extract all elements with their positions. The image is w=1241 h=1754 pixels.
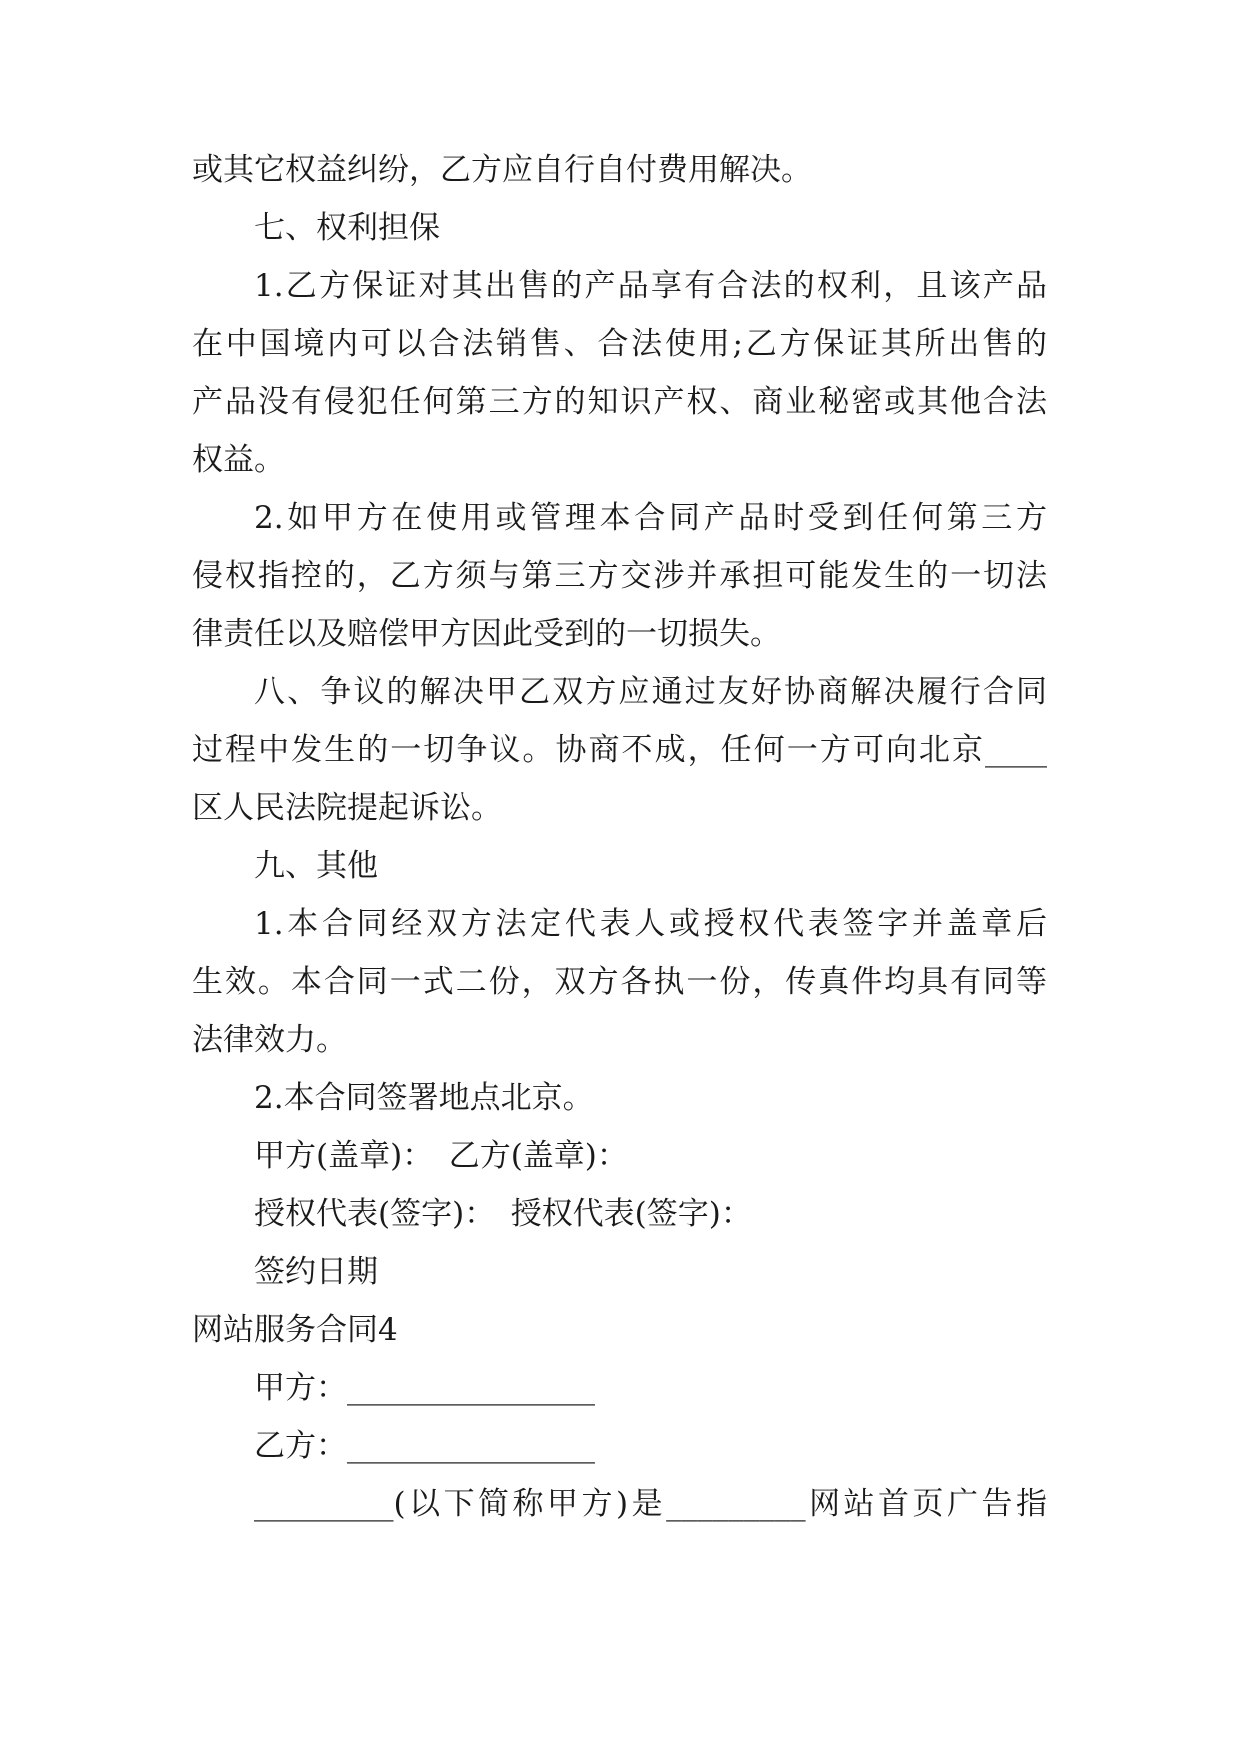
signature-line: 授权代表(签字)： 授权代表(签字)： bbox=[254, 1196, 752, 1232]
text-line: 1.乙方保证对其出售的产品享有合法的权利，且该产品 bbox=[254, 268, 1047, 304]
contract-title: 网站服务合同4 bbox=[192, 1312, 398, 1348]
signature-line: 甲方(盖章)： 乙方(盖章)： bbox=[254, 1138, 628, 1174]
text-line: 生效。本合同一式二份，双方各执一份，传真件均具有同等 bbox=[192, 964, 1047, 1000]
text-line: 在中国境内可以合法销售、合法使用;乙方保证其所出售的 bbox=[192, 326, 1047, 362]
text-line: 法律效力。 bbox=[192, 1022, 347, 1058]
section-heading: 七、权利担保 bbox=[254, 210, 440, 246]
text-line: 区人民法院提起诉讼。 bbox=[192, 790, 502, 826]
section-heading: 九、其他 bbox=[254, 848, 378, 884]
text-line: 或其它权益纠纷，乙方应自行自付费用解决。 bbox=[192, 152, 812, 188]
section-heading: 八、争议的解决甲乙双方应通过友好协商解决履行合同 bbox=[254, 674, 1047, 710]
party-b-field: 乙方：________________ bbox=[254, 1428, 595, 1464]
text-line: _________(以下简称甲方)是_________网站首页广告指 bbox=[254, 1486, 1047, 1522]
text-line: 1.本合同经双方法定代表人或授权代表签字并盖章后 bbox=[254, 906, 1047, 942]
text-line: 2.本合同签署地点北京。 bbox=[254, 1080, 594, 1116]
text-line: 权益。 bbox=[192, 442, 285, 478]
text-line: 2.如甲方在使用或管理本合同产品时受到任何第三方 bbox=[254, 500, 1047, 536]
text-line: 侵权指控的，乙方须与第三方交涉并承担可能发生的一切法 bbox=[192, 558, 1047, 594]
text-line: 律责任以及赔偿甲方因此受到的一切损失。 bbox=[192, 616, 781, 652]
text-line: 产品没有侵犯任何第三方的知识产权、商业秘密或其他合法 bbox=[192, 384, 1047, 420]
party-a-field: 甲方：________________ bbox=[254, 1370, 595, 1406]
text-line: 过程中发生的一切争议。协商不成，任何一方可向北京____ bbox=[192, 732, 1047, 768]
signing-date-label: 签约日期 bbox=[254, 1254, 378, 1290]
